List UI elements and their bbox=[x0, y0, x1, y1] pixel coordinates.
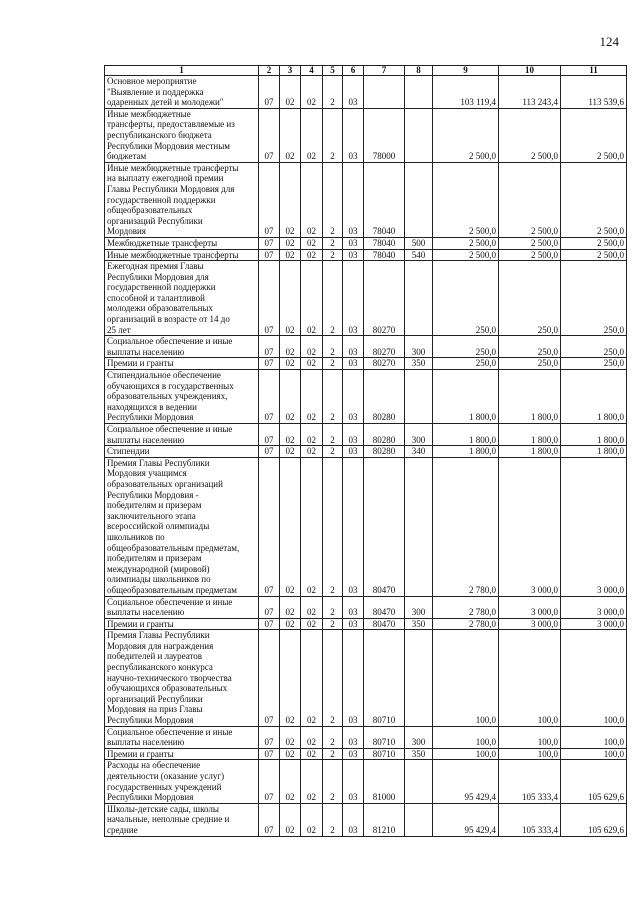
subsection-cell: 02 bbox=[280, 457, 301, 596]
subprogram-cell: 2 bbox=[323, 457, 343, 596]
amount-year1-cell: 2 500,0 bbox=[433, 237, 499, 249]
subsection-cell: 02 bbox=[280, 261, 301, 336]
subsection-cell: 02 bbox=[280, 760, 301, 803]
event-cell: 03 bbox=[343, 370, 364, 424]
table-row bbox=[105, 76, 627, 109]
amount-year1-cell: 100,0 bbox=[433, 748, 499, 760]
event-cell: 03 bbox=[343, 358, 364, 370]
program-cell: 02 bbox=[301, 370, 323, 424]
subprogram-cell: 2 bbox=[323, 618, 343, 630]
table-row bbox=[105, 261, 627, 336]
program-cell: 02 bbox=[301, 760, 323, 803]
subprogram-cell: 2 bbox=[323, 108, 343, 162]
amount-year3-cell: 2 500,0 bbox=[561, 162, 627, 237]
amount-year3-cell: 100,0 bbox=[561, 726, 627, 748]
header-row bbox=[105, 66, 627, 76]
amount-year2-cell: 100,0 bbox=[499, 630, 561, 726]
direction-cell: 80280 bbox=[364, 424, 405, 446]
table-row bbox=[105, 162, 627, 237]
row-name-cell: Стипендиальное обеспечение обучающихся в государственных образовательных учреждениях, находящихся в ведении Республики Мордовия bbox=[105, 370, 259, 424]
expense-type-cell bbox=[405, 261, 433, 336]
direction-cell: 78040 bbox=[364, 249, 405, 261]
table-row bbox=[105, 618, 627, 630]
subsection-cell: 02 bbox=[280, 108, 301, 162]
amount-year1-cell: 1 800,0 bbox=[433, 370, 499, 424]
program-cell: 02 bbox=[301, 162, 323, 237]
expense-type-cell bbox=[405, 803, 433, 836]
direction-cell: 78000 bbox=[364, 108, 405, 162]
subsection-cell: 02 bbox=[280, 726, 301, 748]
expense-type-cell: 540 bbox=[405, 249, 433, 261]
direction-cell: 80270 bbox=[364, 261, 405, 336]
amount-year1-cell: 103 119,4 bbox=[433, 76, 499, 109]
amount-year1-cell: 2 500,0 bbox=[433, 162, 499, 237]
amount-year2-cell: 2 500,0 bbox=[499, 237, 561, 249]
expense-type-cell bbox=[405, 760, 433, 803]
amount-year3-cell: 1 800,0 bbox=[561, 424, 627, 446]
section-cell: 07 bbox=[259, 424, 280, 446]
amount-year2-cell: 2 500,0 bbox=[499, 249, 561, 261]
direction-cell: 80710 bbox=[364, 630, 405, 726]
amount-year1-cell: 2 500,0 bbox=[433, 249, 499, 261]
amount-year1-cell: 250,0 bbox=[433, 358, 499, 370]
program-cell: 02 bbox=[301, 803, 323, 836]
program-cell: 02 bbox=[301, 358, 323, 370]
event-cell: 03 bbox=[343, 424, 364, 446]
amount-year2-cell: 3 000,0 bbox=[499, 596, 561, 618]
subsection-cell: 02 bbox=[280, 748, 301, 760]
direction-cell: 80470 bbox=[364, 596, 405, 618]
section-cell: 07 bbox=[259, 249, 280, 261]
expense-type-cell: 350 bbox=[405, 358, 433, 370]
amount-year3-cell: 3 000,0 bbox=[561, 457, 627, 596]
subprogram-cell: 2 bbox=[323, 446, 343, 458]
expense-type-cell bbox=[405, 162, 433, 237]
event-cell: 03 bbox=[343, 803, 364, 836]
amount-year2-cell: 1 800,0 bbox=[499, 446, 561, 458]
program-cell: 02 bbox=[301, 261, 323, 336]
amount-year3-cell: 2 500,0 bbox=[561, 249, 627, 261]
amount-year1-cell: 2 780,0 bbox=[433, 618, 499, 630]
row-name-cell: Ежегодная премия Главы Республики Мордовия для государственной поддержки способной и талантливой молодежи образовательных организаций в возрасте от 14 до 25 лет bbox=[105, 261, 259, 336]
amount-year1-cell: 1 800,0 bbox=[433, 424, 499, 446]
row-name-cell: Стипендии bbox=[105, 446, 259, 458]
amount-year3-cell: 3 000,0 bbox=[561, 596, 627, 618]
amount-year2-cell: 250,0 bbox=[499, 336, 561, 358]
program-cell: 02 bbox=[301, 618, 323, 630]
header-cell: 5 bbox=[323, 66, 343, 76]
expense-type-cell: 350 bbox=[405, 748, 433, 760]
table-row bbox=[105, 760, 627, 803]
event-cell: 03 bbox=[343, 261, 364, 336]
subsection-cell: 02 bbox=[280, 596, 301, 618]
header-cell: 10 bbox=[499, 66, 561, 76]
subprogram-cell: 2 bbox=[323, 630, 343, 726]
program-cell: 02 bbox=[301, 630, 323, 726]
row-name-cell: Школы-детские сады, школы начальные, неполные средние и средние bbox=[105, 803, 259, 836]
direction-cell: 80270 bbox=[364, 336, 405, 358]
section-cell: 07 bbox=[259, 760, 280, 803]
section-cell: 07 bbox=[259, 261, 280, 336]
table-row bbox=[105, 336, 627, 358]
event-cell: 03 bbox=[343, 162, 364, 237]
row-name-cell: Социальное обеспечение и иные выплаты населению bbox=[105, 336, 259, 358]
row-name-cell: Основное мероприятие "Выявление и поддержка одаренных детей и молодежи" bbox=[105, 76, 259, 109]
amount-year1-cell: 2 780,0 bbox=[433, 457, 499, 596]
amount-year3-cell: 100,0 bbox=[561, 630, 627, 726]
amount-year1-cell: 250,0 bbox=[433, 336, 499, 358]
amount-year3-cell: 250,0 bbox=[561, 358, 627, 370]
subprogram-cell: 2 bbox=[323, 249, 343, 261]
table-row bbox=[105, 249, 627, 261]
expense-type-cell bbox=[405, 370, 433, 424]
subprogram-cell: 2 bbox=[323, 76, 343, 109]
table-row bbox=[105, 803, 627, 836]
event-cell: 03 bbox=[343, 630, 364, 726]
direction-cell: 80710 bbox=[364, 748, 405, 760]
table-row bbox=[105, 108, 627, 162]
subprogram-cell: 2 bbox=[323, 336, 343, 358]
amount-year2-cell: 3 000,0 bbox=[499, 618, 561, 630]
direction-cell: 80270 bbox=[364, 358, 405, 370]
amount-year3-cell: 3 000,0 bbox=[561, 618, 627, 630]
subprogram-cell: 2 bbox=[323, 358, 343, 370]
expense-type-cell bbox=[405, 457, 433, 596]
row-name-cell: Премия Главы Республики Мордовия для награждения победителей и лауреатов республиканского конкурса научно-технического творчества обучающихся образовательных организаций Республики Мордовия на приз Главы Республики Мордовия bbox=[105, 630, 259, 726]
section-cell: 07 bbox=[259, 596, 280, 618]
program-cell: 02 bbox=[301, 424, 323, 446]
budget-table bbox=[104, 65, 627, 837]
section-cell: 07 bbox=[259, 803, 280, 836]
section-cell: 07 bbox=[259, 162, 280, 237]
row-name-cell: Премии и гранты bbox=[105, 358, 259, 370]
amount-year1-cell: 2 780,0 bbox=[433, 596, 499, 618]
program-cell: 02 bbox=[301, 596, 323, 618]
header-cell: 3 bbox=[280, 66, 301, 76]
expense-type-cell: 300 bbox=[405, 726, 433, 748]
amount-year2-cell: 2 500,0 bbox=[499, 108, 561, 162]
amount-year2-cell: 250,0 bbox=[499, 358, 561, 370]
table-row bbox=[105, 424, 627, 446]
row-name-cell: Премия Главы Республики Мордовия учащимся образовательных организаций Республики Мордовия - победителям и призерам заключительного этапа всероссийской олимпиады школьников по общеобразовательным предметам, победителям и призерам международной (мировой) олимпиады школьников по общеобразовательным предметам bbox=[105, 457, 259, 596]
section-cell: 07 bbox=[259, 336, 280, 358]
header-cell: 4 bbox=[301, 66, 323, 76]
direction-cell: 80710 bbox=[364, 726, 405, 748]
row-name-cell: Социальное обеспечение и иные выплаты населению bbox=[105, 596, 259, 618]
subsection-cell: 02 bbox=[280, 424, 301, 446]
section-cell: 07 bbox=[259, 726, 280, 748]
table-row bbox=[105, 748, 627, 760]
amount-year2-cell: 1 800,0 bbox=[499, 424, 561, 446]
event-cell: 03 bbox=[343, 76, 364, 109]
subsection-cell: 02 bbox=[280, 803, 301, 836]
direction-cell: 81000 bbox=[364, 760, 405, 803]
expense-type-cell: 350 bbox=[405, 618, 433, 630]
header-cell: 8 bbox=[405, 66, 433, 76]
amount-year1-cell: 100,0 bbox=[433, 726, 499, 748]
direction-cell: 81210 bbox=[364, 803, 405, 836]
amount-year3-cell: 2 500,0 bbox=[561, 237, 627, 249]
event-cell: 03 bbox=[343, 336, 364, 358]
program-cell: 02 bbox=[301, 108, 323, 162]
amount-year3-cell: 250,0 bbox=[561, 261, 627, 336]
table-row bbox=[105, 370, 627, 424]
amount-year3-cell: 1 800,0 bbox=[561, 370, 627, 424]
subsection-cell: 02 bbox=[280, 237, 301, 249]
table-row bbox=[105, 237, 627, 249]
subprogram-cell: 2 bbox=[323, 803, 343, 836]
table-row bbox=[105, 358, 627, 370]
direction-cell: 78040 bbox=[364, 237, 405, 249]
expense-type-cell bbox=[405, 76, 433, 109]
direction-cell: 80470 bbox=[364, 618, 405, 630]
table-row bbox=[105, 726, 627, 748]
amount-year1-cell: 250,0 bbox=[433, 261, 499, 336]
subsection-cell: 02 bbox=[280, 249, 301, 261]
direction-cell: 80470 bbox=[364, 457, 405, 596]
amount-year2-cell: 3 000,0 bbox=[499, 457, 561, 596]
amount-year1-cell: 95 429,4 bbox=[433, 803, 499, 836]
amount-year3-cell: 1 800,0 bbox=[561, 446, 627, 458]
header-cell: 7 bbox=[364, 66, 405, 76]
subsection-cell: 02 bbox=[280, 162, 301, 237]
header-cell: 9 bbox=[433, 66, 499, 76]
event-cell: 03 bbox=[343, 457, 364, 596]
amount-year2-cell: 105 333,4 bbox=[499, 760, 561, 803]
direction-cell: 80280 bbox=[364, 370, 405, 424]
event-cell: 03 bbox=[343, 249, 364, 261]
expense-type-cell: 340 bbox=[405, 446, 433, 458]
header-cell: 11 bbox=[561, 66, 627, 76]
amount-year3-cell: 2 500,0 bbox=[561, 108, 627, 162]
amount-year3-cell: 250,0 bbox=[561, 336, 627, 358]
amount-year3-cell: 105 629,6 bbox=[561, 760, 627, 803]
subprogram-cell: 2 bbox=[323, 261, 343, 336]
page-number: 124 bbox=[599, 34, 619, 49]
row-name-cell: Социальное обеспечение и иные выплаты населению bbox=[105, 424, 259, 446]
row-name-cell: Премии и гранты bbox=[105, 748, 259, 760]
subsection-cell: 02 bbox=[280, 370, 301, 424]
table-row bbox=[105, 446, 627, 458]
table-row bbox=[105, 457, 627, 596]
row-name-cell: Социальное обеспечение и иные выплаты населению bbox=[105, 726, 259, 748]
amount-year3-cell: 100,0 bbox=[561, 748, 627, 760]
amount-year2-cell: 113 243,4 bbox=[499, 76, 561, 109]
program-cell: 02 bbox=[301, 237, 323, 249]
section-cell: 07 bbox=[259, 370, 280, 424]
subsection-cell: 02 bbox=[280, 618, 301, 630]
expense-type-cell: 300 bbox=[405, 336, 433, 358]
section-cell: 07 bbox=[259, 457, 280, 596]
header-cell: 1 bbox=[105, 66, 259, 76]
program-cell: 02 bbox=[301, 457, 323, 596]
subprogram-cell: 2 bbox=[323, 748, 343, 760]
row-name-cell: Иные межбюджетные трансферты на выплату ежегодной премии Главы Республики Мордовия для государственной поддержки общеобразовательных организаций Республики Мордовия bbox=[105, 162, 259, 237]
subprogram-cell: 2 bbox=[323, 760, 343, 803]
table-row bbox=[105, 596, 627, 618]
amount-year2-cell: 100,0 bbox=[499, 726, 561, 748]
expense-type-cell bbox=[405, 108, 433, 162]
subprogram-cell: 2 bbox=[323, 424, 343, 446]
amount-year2-cell: 250,0 bbox=[499, 261, 561, 336]
section-cell: 07 bbox=[259, 76, 280, 109]
event-cell: 03 bbox=[343, 726, 364, 748]
section-cell: 07 bbox=[259, 618, 280, 630]
subsection-cell: 02 bbox=[280, 358, 301, 370]
table-row bbox=[105, 630, 627, 726]
row-name-cell: Премии и гранты bbox=[105, 618, 259, 630]
subprogram-cell: 2 bbox=[323, 370, 343, 424]
section-cell: 07 bbox=[259, 237, 280, 249]
event-cell: 03 bbox=[343, 596, 364, 618]
subprogram-cell: 2 bbox=[323, 162, 343, 237]
subprogram-cell: 2 bbox=[323, 726, 343, 748]
direction-cell bbox=[364, 76, 405, 109]
subprogram-cell: 2 bbox=[323, 596, 343, 618]
amount-year1-cell: 2 500,0 bbox=[433, 108, 499, 162]
event-cell: 03 bbox=[343, 237, 364, 249]
amount-year1-cell: 100,0 bbox=[433, 630, 499, 726]
amount-year1-cell: 95 429,4 bbox=[433, 760, 499, 803]
row-name-cell: Иные межбюджетные трансферты bbox=[105, 249, 259, 261]
section-cell: 07 bbox=[259, 630, 280, 726]
event-cell: 03 bbox=[343, 760, 364, 803]
program-cell: 02 bbox=[301, 249, 323, 261]
subsection-cell: 02 bbox=[280, 446, 301, 458]
section-cell: 07 bbox=[259, 358, 280, 370]
subsection-cell: 02 bbox=[280, 336, 301, 358]
program-cell: 02 bbox=[301, 76, 323, 109]
section-cell: 07 bbox=[259, 446, 280, 458]
direction-cell: 80280 bbox=[364, 446, 405, 458]
event-cell: 03 bbox=[343, 446, 364, 458]
subprogram-cell: 2 bbox=[323, 237, 343, 249]
amount-year3-cell: 113 539,6 bbox=[561, 76, 627, 109]
program-cell: 02 bbox=[301, 726, 323, 748]
amount-year3-cell: 105 629,6 bbox=[561, 803, 627, 836]
amount-year2-cell: 2 500,0 bbox=[499, 162, 561, 237]
event-cell: 03 bbox=[343, 748, 364, 760]
subsection-cell: 02 bbox=[280, 630, 301, 726]
program-cell: 02 bbox=[301, 748, 323, 760]
expense-type-cell: 300 bbox=[405, 424, 433, 446]
subsection-cell: 02 bbox=[280, 76, 301, 109]
expense-type-cell bbox=[405, 630, 433, 726]
amount-year1-cell: 1 800,0 bbox=[433, 446, 499, 458]
amount-year2-cell: 100,0 bbox=[499, 748, 561, 760]
expense-type-cell: 500 bbox=[405, 237, 433, 249]
row-name-cell: Межбюджетные трансферты bbox=[105, 237, 259, 249]
direction-cell: 78040 bbox=[364, 162, 405, 237]
program-cell: 02 bbox=[301, 446, 323, 458]
expense-type-cell: 300 bbox=[405, 596, 433, 618]
header-cell: 6 bbox=[343, 66, 364, 76]
section-cell: 07 bbox=[259, 748, 280, 760]
event-cell: 03 bbox=[343, 108, 364, 162]
row-name-cell: Иные межбюджетные трансферты, предоставляемые из республиканского бюджета Республики Мордовия местным бюджетам bbox=[105, 108, 259, 162]
program-cell: 02 bbox=[301, 336, 323, 358]
amount-year2-cell: 105 333,4 bbox=[499, 803, 561, 836]
row-name-cell: Расходы на обеспечение деятельности (оказание услуг) государственных учреждений Республики Мордовия bbox=[105, 760, 259, 803]
header-cell: 2 bbox=[259, 66, 280, 76]
section-cell: 07 bbox=[259, 108, 280, 162]
event-cell: 03 bbox=[343, 618, 364, 630]
amount-year2-cell: 1 800,0 bbox=[499, 370, 561, 424]
